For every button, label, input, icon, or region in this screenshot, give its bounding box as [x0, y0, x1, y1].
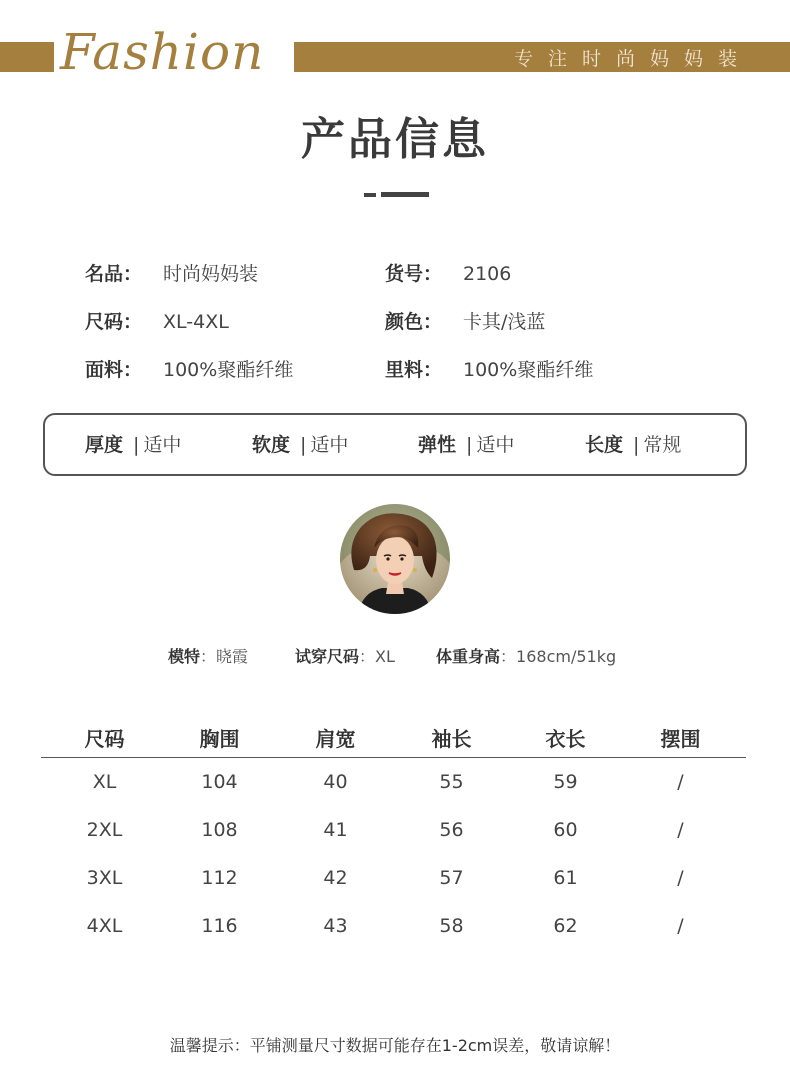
- model-body-value: 168cm/51kg: [516, 647, 617, 666]
- table-header: [41, 720, 746, 758]
- title-divider-dash: [364, 193, 376, 197]
- table-cell: /: [677, 915, 684, 937]
- table-header-cell: 衣长: [545, 727, 586, 751]
- property-value: 适中: [143, 434, 182, 456]
- property-separator: |: [133, 434, 140, 456]
- info-item-name: [85, 259, 258, 289]
- info-value: 2106: [463, 263, 512, 285]
- property-value: 适中: [310, 434, 349, 456]
- model-body-key: 体重身高: [436, 647, 501, 666]
- table-cell: 56: [439, 819, 464, 841]
- model-body: [436, 644, 616, 670]
- table-cell: 42: [323, 867, 348, 889]
- table-cell: 3XL: [86, 867, 123, 889]
- table-cell: 57: [439, 867, 464, 889]
- model-info: [0, 644, 790, 670]
- table-row: [41, 758, 746, 806]
- property-key: 长度: [585, 434, 624, 456]
- table-cell: 41: [323, 819, 348, 841]
- table-cell: 55: [439, 771, 464, 793]
- model-size-value: XL: [375, 647, 395, 666]
- header-band-left: [0, 42, 54, 72]
- info-item-size: [85, 307, 229, 337]
- property-separator: |: [300, 434, 307, 456]
- info-item-lining: [385, 355, 593, 385]
- table-cell: 40: [323, 771, 348, 793]
- table-cell: 116: [201, 915, 238, 937]
- table-cell: 4XL: [86, 915, 123, 937]
- table-header-cell: 尺码: [84, 727, 125, 751]
- property-separator: |: [633, 434, 640, 456]
- info-value: 卡其/浅蓝: [463, 311, 546, 333]
- brand-logo: Fashion: [60, 23, 265, 81]
- info-key: 尺码：: [85, 311, 143, 333]
- model-name-key: 模特: [168, 647, 201, 666]
- table-cell: 112: [201, 867, 238, 889]
- page-title: 产品信息: [301, 114, 489, 165]
- table-cell: 62: [553, 915, 578, 937]
- model-name: [168, 644, 248, 670]
- property-key: 弹性: [418, 434, 457, 456]
- property-key: 厚度: [85, 434, 124, 456]
- table-header-cell: 胸围: [199, 727, 240, 751]
- info-value: 时尚妈妈装: [163, 263, 259, 285]
- colon: ：: [200, 647, 217, 666]
- property-value: 适中: [476, 434, 515, 456]
- info-value: XL-4XL: [163, 311, 229, 333]
- property-separator: |: [466, 434, 473, 456]
- info-key: 名品：: [85, 263, 143, 285]
- table-cell: 58: [439, 915, 464, 937]
- model-avatar: [340, 504, 450, 614]
- property-key: 软度: [252, 434, 291, 456]
- info-item-fabric: [85, 355, 293, 385]
- measurement-tip: 温馨提示：平铺测量尺寸数据可能存在1-2cm误差，敬请谅解！: [169, 1036, 621, 1055]
- table-row: [41, 854, 746, 902]
- info-item-sku: [385, 259, 511, 289]
- table-cell: 104: [201, 771, 238, 793]
- table-cell: 2XL: [86, 819, 123, 841]
- property-length: [585, 431, 681, 459]
- table-cell: 59: [553, 771, 578, 793]
- model-size-key: 试穿尺码: [295, 647, 360, 666]
- colon: ：: [500, 647, 517, 666]
- table-row: [41, 902, 746, 950]
- property-softness: [252, 431, 348, 459]
- table-cell: XL: [92, 771, 117, 793]
- info-row: [85, 307, 745, 337]
- header-band-right: [294, 42, 790, 72]
- info-key: 货号：: [385, 263, 443, 285]
- property-box: [43, 413, 747, 476]
- size-table: [41, 720, 746, 950]
- title-divider-bar: [381, 192, 429, 197]
- table-cell: 108: [201, 819, 238, 841]
- info-value: 100%聚酯纤维: [463, 359, 594, 381]
- info-row: [85, 355, 745, 385]
- table-cell: 43: [323, 915, 348, 937]
- model-size: [295, 644, 395, 670]
- info-key: 里料：: [385, 359, 443, 381]
- colon: ：: [359, 647, 376, 666]
- table-cell: /: [677, 867, 684, 889]
- info-key: 颜色：: [385, 311, 443, 333]
- table-header-cell: 摆围: [660, 727, 701, 751]
- property-elasticity: [418, 431, 514, 459]
- table-cell: 61: [553, 867, 578, 889]
- info-row: [85, 259, 745, 289]
- brand-slogan: 专注时尚妈妈装: [513, 47, 752, 70]
- model-name-value: 晓霞: [216, 647, 249, 666]
- info-key: 面料：: [85, 359, 143, 381]
- property-thickness: [85, 431, 181, 459]
- info-value: 100%聚酯纤维: [163, 359, 294, 381]
- table-row: [41, 806, 746, 854]
- info-item-color: [385, 307, 545, 337]
- table-header-cell: 肩宽: [315, 727, 356, 751]
- table-cell: /: [677, 819, 684, 841]
- table-header-cell: 袖长: [431, 727, 472, 751]
- table-cell: 60: [553, 819, 578, 841]
- property-value: 常规: [643, 434, 682, 456]
- table-cell: /: [677, 771, 684, 793]
